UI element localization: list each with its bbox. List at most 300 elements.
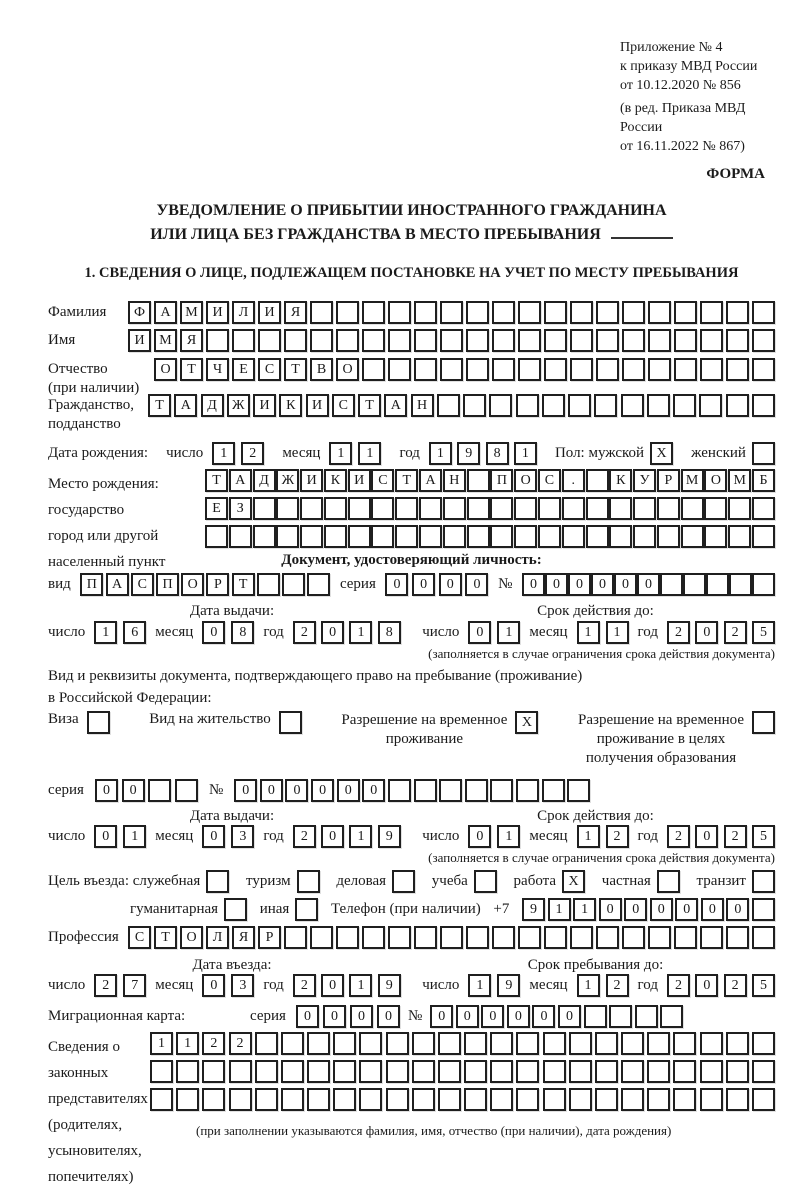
- char-cell[interactable]: [348, 497, 371, 520]
- expiry-month-cells[interactable]: [577, 621, 629, 644]
- char-cell[interactable]: [752, 329, 775, 352]
- char-cell[interactable]: 0: [624, 898, 647, 921]
- char-cell[interactable]: [657, 525, 680, 548]
- char-cell[interactable]: А: [384, 394, 407, 417]
- char-cell[interactable]: 0: [558, 1005, 581, 1028]
- entry-year-cells[interactable]: [293, 974, 401, 997]
- char-cell[interactable]: [700, 329, 723, 352]
- char-cell[interactable]: И: [128, 329, 151, 352]
- char-cell[interactable]: [414, 301, 437, 324]
- char-cell[interactable]: 0: [507, 1005, 530, 1028]
- char-cell[interactable]: 2: [229, 1032, 252, 1055]
- char-cell[interactable]: 2: [667, 621, 690, 644]
- char-cell[interactable]: 0: [695, 974, 718, 997]
- char-cell[interactable]: [673, 394, 696, 417]
- char-cell[interactable]: 0: [532, 1005, 555, 1028]
- char-cell[interactable]: [324, 525, 347, 548]
- char-cell[interactable]: 1: [577, 974, 600, 997]
- doc-series-cells[interactable]: [385, 573, 488, 596]
- char-cell[interactable]: В: [310, 358, 333, 381]
- char-cell[interactable]: Т: [180, 358, 203, 381]
- char-cell[interactable]: [336, 329, 359, 352]
- char-cell[interactable]: [464, 1060, 487, 1083]
- char-cell[interactable]: [362, 926, 385, 949]
- char-cell[interactable]: [202, 1060, 225, 1083]
- char-cell[interactable]: 1: [150, 1032, 173, 1055]
- char-cell[interactable]: 1: [349, 974, 372, 997]
- char-cell[interactable]: [586, 497, 609, 520]
- char-cell[interactable]: 3: [231, 974, 254, 997]
- res-expiry-day-cells[interactable]: [468, 825, 520, 848]
- female-checkbox[interactable]: [752, 442, 775, 465]
- char-cell[interactable]: [467, 525, 490, 548]
- char-cell[interactable]: [87, 711, 110, 734]
- char-cell[interactable]: Т: [358, 394, 381, 417]
- char-cell[interactable]: [752, 926, 775, 949]
- char-cell[interactable]: [300, 497, 323, 520]
- char-cell[interactable]: И: [300, 469, 323, 492]
- char-cell[interactable]: [255, 1088, 278, 1111]
- char-cell[interactable]: [284, 329, 307, 352]
- char-cell[interactable]: 1: [577, 621, 600, 644]
- char-cell[interactable]: [700, 301, 723, 324]
- phone-cells[interactable]: [522, 898, 775, 921]
- char-cell[interactable]: 1: [468, 974, 491, 997]
- char-cell[interactable]: 0: [465, 573, 488, 596]
- char-cell[interactable]: [440, 329, 463, 352]
- char-cell[interactable]: [257, 573, 280, 596]
- res-expiry-month-cells[interactable]: [577, 825, 629, 848]
- char-cell[interactable]: [443, 525, 466, 548]
- entry-day-cells[interactable]: [94, 974, 146, 997]
- char-cell[interactable]: [699, 394, 722, 417]
- char-cell[interactable]: [660, 1005, 683, 1028]
- char-cell[interactable]: 1: [329, 442, 352, 465]
- char-cell[interactable]: [148, 779, 171, 802]
- char-cell[interactable]: [568, 394, 591, 417]
- char-cell[interactable]: 0: [675, 898, 698, 921]
- char-cell[interactable]: [224, 898, 247, 921]
- char-cell[interactable]: О: [704, 469, 727, 492]
- char-cell[interactable]: [752, 1060, 775, 1083]
- char-cell[interactable]: [490, 497, 513, 520]
- char-cell[interactable]: 0: [122, 779, 145, 802]
- char-cell[interactable]: [562, 525, 585, 548]
- char-cell[interactable]: [492, 926, 515, 949]
- char-cell[interactable]: 9: [378, 825, 401, 848]
- char-cell[interactable]: [544, 358, 567, 381]
- char-cell[interactable]: [281, 1032, 304, 1055]
- char-cell[interactable]: 0: [726, 898, 749, 921]
- char-cell[interactable]: [371, 497, 394, 520]
- birth-place-cells-row2[interactable]: [205, 497, 775, 520]
- char-cell[interactable]: [253, 525, 276, 548]
- char-cell[interactable]: [386, 1060, 409, 1083]
- char-cell[interactable]: [544, 926, 567, 949]
- char-cell[interactable]: [544, 301, 567, 324]
- char-cell[interactable]: 0: [439, 573, 462, 596]
- char-cell[interactable]: [518, 329, 541, 352]
- char-cell[interactable]: [621, 394, 644, 417]
- char-cell[interactable]: Ж: [227, 394, 250, 417]
- char-cell[interactable]: [348, 525, 371, 548]
- char-cell[interactable]: [704, 525, 727, 548]
- char-cell[interactable]: Д: [253, 469, 276, 492]
- char-cell[interactable]: [570, 329, 593, 352]
- char-cell[interactable]: 1: [212, 442, 235, 465]
- char-cell[interactable]: [633, 525, 656, 548]
- purpose-transit-checkbox[interactable]: [752, 870, 775, 893]
- char-cell[interactable]: [538, 525, 561, 548]
- char-cell[interactable]: [700, 1060, 723, 1083]
- char-cell[interactable]: 0: [362, 779, 385, 802]
- char-cell[interactable]: [728, 525, 751, 548]
- char-cell[interactable]: [489, 394, 512, 417]
- given-name-cells[interactable]: [128, 329, 775, 352]
- char-cell[interactable]: 1: [606, 621, 629, 644]
- char-cell[interactable]: [466, 301, 489, 324]
- char-cell[interactable]: [439, 779, 462, 802]
- char-cell[interactable]: 8: [378, 621, 401, 644]
- char-cell[interactable]: С: [371, 469, 394, 492]
- char-cell[interactable]: [596, 329, 619, 352]
- char-cell[interactable]: [362, 301, 385, 324]
- char-cell[interactable]: [700, 1088, 723, 1111]
- male-checkbox[interactable]: [650, 442, 673, 465]
- purpose-business-checkbox[interactable]: [392, 870, 415, 893]
- char-cell[interactable]: [419, 497, 442, 520]
- char-cell[interactable]: [596, 301, 619, 324]
- char-cell[interactable]: 0: [430, 1005, 453, 1028]
- char-cell[interactable]: 0: [701, 898, 724, 921]
- char-cell[interactable]: [419, 525, 442, 548]
- birth-day-cells[interactable]: [212, 442, 264, 465]
- char-cell[interactable]: [622, 926, 645, 949]
- stay-day-cells[interactable]: [468, 974, 520, 997]
- char-cell[interactable]: [300, 525, 323, 548]
- char-cell[interactable]: [386, 1032, 409, 1055]
- char-cell[interactable]: 0: [234, 779, 257, 802]
- char-cell[interactable]: [514, 525, 537, 548]
- char-cell[interactable]: [633, 497, 656, 520]
- char-cell[interactable]: [621, 1060, 644, 1083]
- char-cell[interactable]: [660, 573, 683, 596]
- representatives-cells-row3[interactable]: [150, 1088, 775, 1111]
- char-cell[interactable]: [648, 329, 671, 352]
- char-cell[interactable]: [307, 1032, 330, 1055]
- char-cell[interactable]: [253, 497, 276, 520]
- char-cell[interactable]: [414, 329, 437, 352]
- char-cell[interactable]: [726, 1060, 749, 1083]
- char-cell[interactable]: П: [156, 573, 179, 596]
- char-cell[interactable]: Д: [201, 394, 224, 417]
- char-cell[interactable]: 0: [637, 573, 660, 596]
- char-cell[interactable]: [726, 1032, 749, 1055]
- char-cell[interactable]: 0: [321, 974, 344, 997]
- char-cell[interactable]: [635, 1005, 658, 1028]
- char-cell[interactable]: [673, 1060, 696, 1083]
- char-cell[interactable]: О: [181, 573, 204, 596]
- edu-residence-checkbox[interactable]: [752, 711, 775, 734]
- char-cell[interactable]: 0: [456, 1005, 479, 1028]
- char-cell[interactable]: 0: [202, 974, 225, 997]
- char-cell[interactable]: [673, 1088, 696, 1111]
- char-cell[interactable]: Ф: [128, 301, 151, 324]
- char-cell[interactable]: К: [324, 469, 347, 492]
- char-cell[interactable]: [681, 525, 704, 548]
- char-cell[interactable]: М: [180, 301, 203, 324]
- char-cell[interactable]: [621, 1032, 644, 1055]
- char-cell[interactable]: [412, 1060, 435, 1083]
- char-cell[interactable]: [206, 329, 229, 352]
- char-cell[interactable]: [229, 1060, 252, 1083]
- char-cell[interactable]: [543, 1060, 566, 1083]
- char-cell[interactable]: [463, 394, 486, 417]
- char-cell[interactable]: 0: [350, 1005, 373, 1028]
- birth-place-cells-row1[interactable]: [205, 469, 775, 492]
- char-cell[interactable]: [359, 1032, 382, 1055]
- char-cell[interactable]: [516, 394, 539, 417]
- char-cell[interactable]: [297, 870, 320, 893]
- char-cell[interactable]: Я: [232, 926, 255, 949]
- char-cell[interactable]: Н: [411, 394, 434, 417]
- char-cell[interactable]: 2: [724, 825, 747, 848]
- char-cell[interactable]: Я: [180, 329, 203, 352]
- char-cell[interactable]: [570, 301, 593, 324]
- char-cell[interactable]: [395, 497, 418, 520]
- char-cell[interactable]: X: [515, 711, 538, 734]
- char-cell[interactable]: [700, 926, 723, 949]
- char-cell[interactable]: О: [514, 469, 537, 492]
- char-cell[interactable]: 0: [94, 825, 117, 848]
- char-cell[interactable]: [466, 358, 489, 381]
- char-cell[interactable]: [412, 1032, 435, 1055]
- char-cell[interactable]: [647, 1060, 670, 1083]
- char-cell[interactable]: 5: [752, 974, 775, 997]
- char-cell[interactable]: [622, 301, 645, 324]
- char-cell[interactable]: И: [253, 394, 276, 417]
- char-cell[interactable]: 1: [577, 825, 600, 848]
- issue-month-cells[interactable]: [202, 621, 254, 644]
- char-cell[interactable]: М: [728, 469, 751, 492]
- char-cell[interactable]: [726, 301, 749, 324]
- char-cell[interactable]: [333, 1088, 356, 1111]
- char-cell[interactable]: [673, 1032, 696, 1055]
- res-issue-month-cells[interactable]: [202, 825, 254, 848]
- char-cell[interactable]: 1: [573, 898, 596, 921]
- char-cell[interactable]: [490, 779, 513, 802]
- residence-series-cells[interactable]: [95, 779, 198, 802]
- residence-number-cells[interactable]: [234, 779, 590, 802]
- char-cell[interactable]: А: [154, 301, 177, 324]
- char-cell[interactable]: С: [128, 926, 151, 949]
- char-cell[interactable]: Е: [232, 358, 255, 381]
- char-cell[interactable]: 0: [412, 573, 435, 596]
- char-cell[interactable]: П: [80, 573, 103, 596]
- char-cell[interactable]: 0: [568, 573, 591, 596]
- char-cell[interactable]: [595, 1060, 618, 1083]
- char-cell[interactable]: 2: [241, 442, 264, 465]
- char-cell[interactable]: 9: [522, 898, 545, 921]
- char-cell[interactable]: [516, 1032, 539, 1055]
- char-cell[interactable]: 0: [695, 621, 718, 644]
- char-cell[interactable]: 1: [349, 825, 372, 848]
- char-cell[interactable]: 0: [296, 1005, 319, 1028]
- char-cell[interactable]: [543, 1088, 566, 1111]
- char-cell[interactable]: С: [332, 394, 355, 417]
- char-cell[interactable]: [388, 926, 411, 949]
- char-cell[interactable]: 0: [321, 825, 344, 848]
- char-cell[interactable]: [518, 358, 541, 381]
- char-cell[interactable]: [594, 394, 617, 417]
- char-cell[interactable]: О: [180, 926, 203, 949]
- char-cell[interactable]: [440, 926, 463, 949]
- char-cell[interactable]: [752, 1032, 775, 1055]
- char-cell[interactable]: [518, 926, 541, 949]
- char-cell[interactable]: [490, 1032, 513, 1055]
- char-cell[interactable]: Я: [284, 301, 307, 324]
- char-cell[interactable]: [752, 573, 775, 596]
- char-cell[interactable]: М: [681, 469, 704, 492]
- char-cell[interactable]: [307, 1088, 330, 1111]
- char-cell[interactable]: 2: [724, 974, 747, 997]
- char-cell[interactable]: [307, 1060, 330, 1083]
- char-cell[interactable]: [647, 1032, 670, 1055]
- purpose-work-checkbox[interactable]: [562, 870, 585, 893]
- char-cell[interactable]: [609, 497, 632, 520]
- char-cell[interactable]: [310, 926, 333, 949]
- char-cell[interactable]: .: [562, 469, 585, 492]
- char-cell[interactable]: [752, 711, 775, 734]
- char-cell[interactable]: 0: [337, 779, 360, 802]
- char-cell[interactable]: [752, 301, 775, 324]
- char-cell[interactable]: [205, 525, 228, 548]
- char-cell[interactable]: [726, 329, 749, 352]
- char-cell[interactable]: [544, 329, 567, 352]
- char-cell[interactable]: [752, 358, 775, 381]
- char-cell[interactable]: [362, 329, 385, 352]
- char-cell[interactable]: 3: [231, 825, 254, 848]
- char-cell[interactable]: [700, 358, 723, 381]
- char-cell[interactable]: Л: [206, 926, 229, 949]
- char-cell[interactable]: И: [306, 394, 329, 417]
- char-cell[interactable]: 0: [285, 779, 308, 802]
- char-cell[interactable]: [648, 926, 671, 949]
- char-cell[interactable]: 1: [514, 442, 537, 465]
- char-cell[interactable]: 9: [457, 442, 480, 465]
- char-cell[interactable]: [388, 358, 411, 381]
- residence-permit-checkbox[interactable]: [279, 711, 302, 734]
- char-cell[interactable]: [438, 1060, 461, 1083]
- char-cell[interactable]: [567, 779, 590, 802]
- char-cell[interactable]: [542, 394, 565, 417]
- char-cell[interactable]: Ч: [206, 358, 229, 381]
- char-cell[interactable]: [726, 394, 749, 417]
- representatives-cells-row1[interactable]: [150, 1032, 775, 1055]
- char-cell[interactable]: [704, 497, 727, 520]
- char-cell[interactable]: [584, 1005, 607, 1028]
- char-cell[interactable]: [543, 1032, 566, 1055]
- char-cell[interactable]: П: [490, 469, 513, 492]
- char-cell[interactable]: 1: [497, 621, 520, 644]
- char-cell[interactable]: [595, 1088, 618, 1111]
- char-cell[interactable]: [307, 573, 330, 596]
- char-cell[interactable]: [569, 1032, 592, 1055]
- char-cell[interactable]: 2: [724, 621, 747, 644]
- char-cell[interactable]: 2: [94, 974, 117, 997]
- char-cell[interactable]: [386, 1088, 409, 1111]
- char-cell[interactable]: [464, 1088, 487, 1111]
- char-cell[interactable]: Р: [258, 926, 281, 949]
- char-cell[interactable]: И: [348, 469, 371, 492]
- char-cell[interactable]: [728, 497, 751, 520]
- issue-year-cells[interactable]: [293, 621, 401, 644]
- char-cell[interactable]: [255, 1032, 278, 1055]
- char-cell[interactable]: [414, 358, 437, 381]
- char-cell[interactable]: 1: [548, 898, 571, 921]
- visa-checkbox[interactable]: [87, 711, 110, 734]
- char-cell[interactable]: [202, 1088, 225, 1111]
- char-cell[interactable]: [437, 394, 460, 417]
- char-cell[interactable]: А: [419, 469, 442, 492]
- char-cell[interactable]: [258, 329, 281, 352]
- char-cell[interactable]: [516, 779, 539, 802]
- char-cell[interactable]: 1: [94, 621, 117, 644]
- char-cell[interactable]: [333, 1032, 356, 1055]
- char-cell[interactable]: [609, 525, 632, 548]
- char-cell[interactable]: 2: [667, 825, 690, 848]
- char-cell[interactable]: [752, 1088, 775, 1111]
- doc-number-cells[interactable]: [522, 573, 775, 596]
- char-cell[interactable]: Т: [284, 358, 307, 381]
- char-cell[interactable]: У: [633, 469, 656, 492]
- char-cell[interactable]: [279, 711, 302, 734]
- char-cell[interactable]: 5: [752, 621, 775, 644]
- char-cell[interactable]: [310, 329, 333, 352]
- char-cell[interactable]: А: [229, 469, 252, 492]
- char-cell[interactable]: З: [229, 497, 252, 520]
- char-cell[interactable]: [562, 497, 585, 520]
- char-cell[interactable]: 0: [260, 779, 283, 802]
- res-issue-year-cells[interactable]: [293, 825, 401, 848]
- char-cell[interactable]: [518, 301, 541, 324]
- char-cell[interactable]: 2: [293, 825, 316, 848]
- char-cell[interactable]: [657, 870, 680, 893]
- char-cell[interactable]: [295, 898, 318, 921]
- char-cell[interactable]: 0: [522, 573, 545, 596]
- char-cell[interactable]: [596, 358, 619, 381]
- char-cell[interactable]: [281, 1088, 304, 1111]
- char-cell[interactable]: 9: [378, 974, 401, 997]
- char-cell[interactable]: 0: [377, 1005, 400, 1028]
- char-cell[interactable]: [586, 469, 609, 492]
- char-cell[interactable]: [176, 1088, 199, 1111]
- char-cell[interactable]: К: [609, 469, 632, 492]
- char-cell[interactable]: [229, 525, 252, 548]
- char-cell[interactable]: [674, 358, 697, 381]
- stay-year-cells[interactable]: [667, 974, 775, 997]
- char-cell[interactable]: [281, 1060, 304, 1083]
- char-cell[interactable]: 1: [349, 621, 372, 644]
- char-cell[interactable]: [706, 573, 729, 596]
- char-cell[interactable]: Б: [752, 469, 775, 492]
- char-cell[interactable]: Н: [443, 469, 466, 492]
- char-cell[interactable]: [310, 301, 333, 324]
- char-cell[interactable]: О: [154, 358, 177, 381]
- char-cell[interactable]: 0: [599, 898, 622, 921]
- char-cell[interactable]: [621, 1088, 644, 1111]
- issue-day-cells[interactable]: [94, 621, 146, 644]
